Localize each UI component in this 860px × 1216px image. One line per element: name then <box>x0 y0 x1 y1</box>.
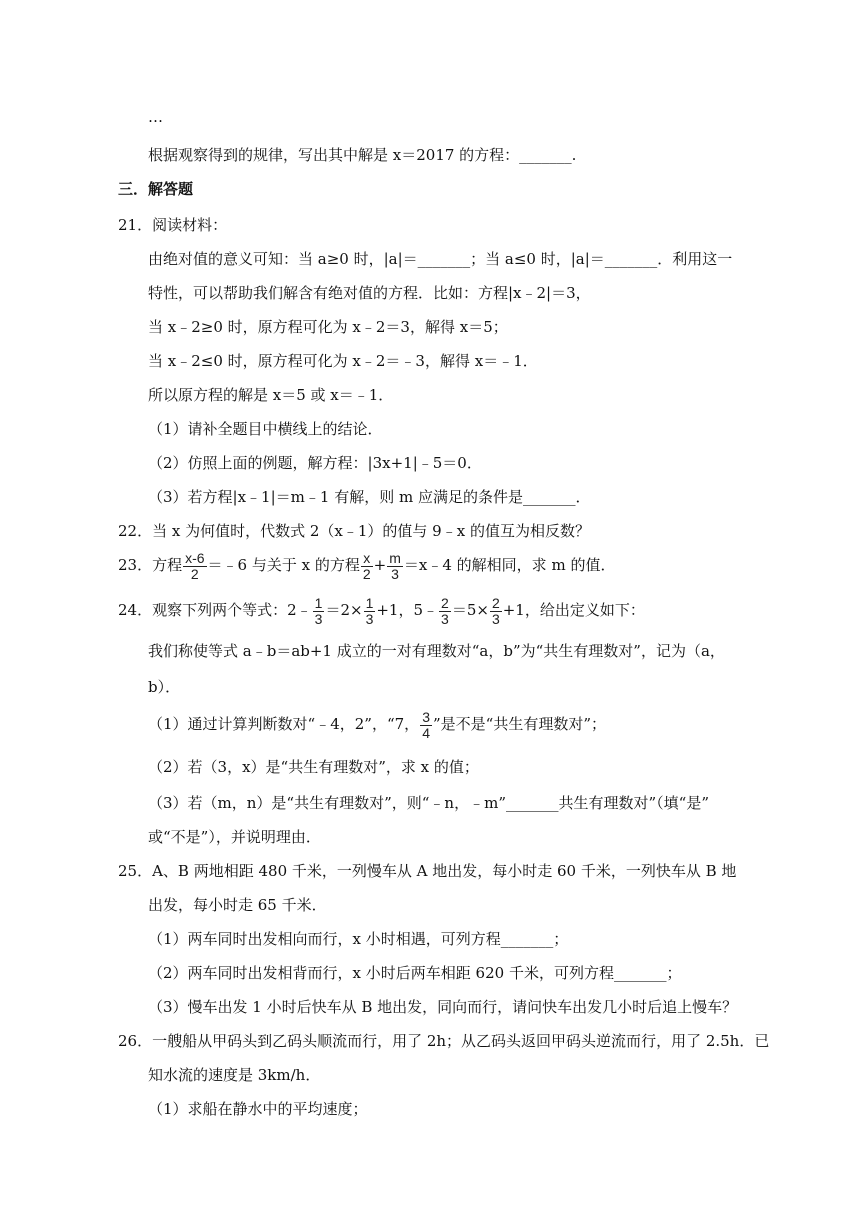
numerator: 3 <box>422 708 430 725</box>
section-heading: 三．解答题 <box>118 180 194 198</box>
q21-sub3: （3）若方程|x﹣1|＝m﹣1 有解，则 m 应满足的条件是_______． <box>148 488 591 506</box>
q21-sub2: （2）仿照上面的例题，解方程：|3x+1|﹣5＝0． <box>148 454 482 472</box>
denominator: 3 <box>441 610 449 627</box>
numerator: m <box>389 549 401 566</box>
q23 <box>118 546 615 584</box>
q24 <box>118 590 645 630</box>
denominator: 3 <box>391 565 399 582</box>
ellipsis: … <box>148 108 163 126</box>
fraction <box>313 596 325 627</box>
q25-cont: 出发，每小时走 65 千米． <box>148 896 327 914</box>
q22: 22．当 x 为何值时，代数式 2（x﹣1）的值与 9﹣x 的值互为相反数？ <box>118 522 590 540</box>
denominator: 2 <box>362 565 371 582</box>
denominator: 4 <box>422 724 430 741</box>
q23-suffix: ＝x﹣4 的解相同，求 m 的值． <box>403 556 616 574</box>
fraction <box>387 551 403 582</box>
q26-sub1: （1）求船在静水中的平均速度； <box>148 1100 368 1118</box>
numerator: 2 <box>491 594 500 611</box>
fraction <box>439 596 451 627</box>
q25-sub2: （2）两车同时出发相背而行，x 小时后两车相距 620 千米，可列方程_______； <box>148 964 682 982</box>
fraction <box>361 551 373 582</box>
q21-title: 21．阅读材料： <box>118 216 228 234</box>
q24-sub1-suffix: ”是不是“共生有理数对”； <box>432 715 606 733</box>
q24-mid: +1，5﹣ <box>376 601 439 619</box>
q21-line: 所以原方程的解是 x＝5 或 x＝﹣1． <box>148 386 394 404</box>
numerator: x-6 <box>185 549 205 566</box>
q21-line: 当 x﹣2≥0 时，原方程可化为 x﹣2＝3，解得 x＝5； <box>148 318 508 336</box>
q23-prefix: 23．方程 <box>118 556 183 574</box>
q21-line: 当 x﹣2≤0 时，原方程可化为 x﹣2＝﹣3，解得 x＝﹣1． <box>148 352 538 370</box>
q25-sub3: （3）慢车出发 1 小时后快车从 B 地出发，同向而行，请问快车出发几小时后追上慢车？ <box>148 998 738 1016</box>
q24-eq1: ＝2× <box>325 601 363 619</box>
q24-sub1-prefix: （1）通过计算判断数对“﹣4，2”，“7， <box>148 715 420 733</box>
denominator: 3 <box>491 610 500 627</box>
denominator: 2 <box>190 565 199 582</box>
q24-sub2: （2）若（3，x）是“共生有理数对”，求 x 的值； <box>148 758 479 776</box>
denominator: 3 <box>314 610 323 627</box>
q24-eq2: ＝5× <box>451 601 489 619</box>
q25-sub1: （1）两车同时出发相向而行，x 小时相遇，可列方程_______； <box>148 930 569 948</box>
q24-sub3: （3）若（m，n）是“共生有理数对”，则“﹣n，﹣m”_______共生有理数对”（填“是” <box>148 794 709 812</box>
fraction <box>183 551 206 582</box>
fraction <box>490 596 502 627</box>
q24-suffix: +1，给出定义如下： <box>502 601 645 619</box>
q23-mid: ＝﹣6 与关于 x 的方程 <box>207 556 360 574</box>
numerator: 1 <box>365 594 374 611</box>
q26-cont: 知水流的速度是 3km/h． <box>148 1066 321 1084</box>
q21-line: 由绝对值的意义可知：当 a≥0 时，|a|＝_______；当 a≤0 时，|a|＝_______．利用这一 <box>148 250 733 268</box>
q24-sub1 <box>148 704 606 744</box>
q24-prefix: 24．观察下列两个等式：2﹣ <box>118 601 312 619</box>
q21-sub1: （1）请补全题目中横线上的结论． <box>148 420 383 438</box>
q24-definition-cont: b）． <box>148 678 181 696</box>
fraction <box>420 710 432 741</box>
q20-tail: 根据观察得到的规律，写出其中解是 x＝2017 的方程：_______. <box>148 146 577 164</box>
denominator: 3 <box>365 610 374 627</box>
q25: 25．A、B 两地相距 480 千米，一列慢车从 A 地出发，每小时走 60 千米，一列快车从 B 地 <box>118 862 737 880</box>
q24-definition: 我们称使等式 a﹣b＝ab+1 成立的一对有理数对“a，b”为“共生有理数对”，记为（a， <box>148 642 725 660</box>
numerator: 2 <box>441 594 449 611</box>
numerator: x <box>361 551 373 567</box>
q21-line: 特性，可以帮助我们解含有绝对值的方程．比如：方程|x﹣2|＝3， <box>148 284 591 302</box>
numerator: 1 <box>314 594 323 611</box>
q24-sub3-cont: 或“不是”），并说明理由． <box>148 828 321 846</box>
plus-sign: + <box>373 556 387 574</box>
fraction <box>364 596 376 627</box>
q26: 26．一艘船从甲码头到乙码头顺流而行，用了 2h；从乙码头返回甲码头逆流而行，用了 2.5h．已 <box>118 1032 770 1050</box>
